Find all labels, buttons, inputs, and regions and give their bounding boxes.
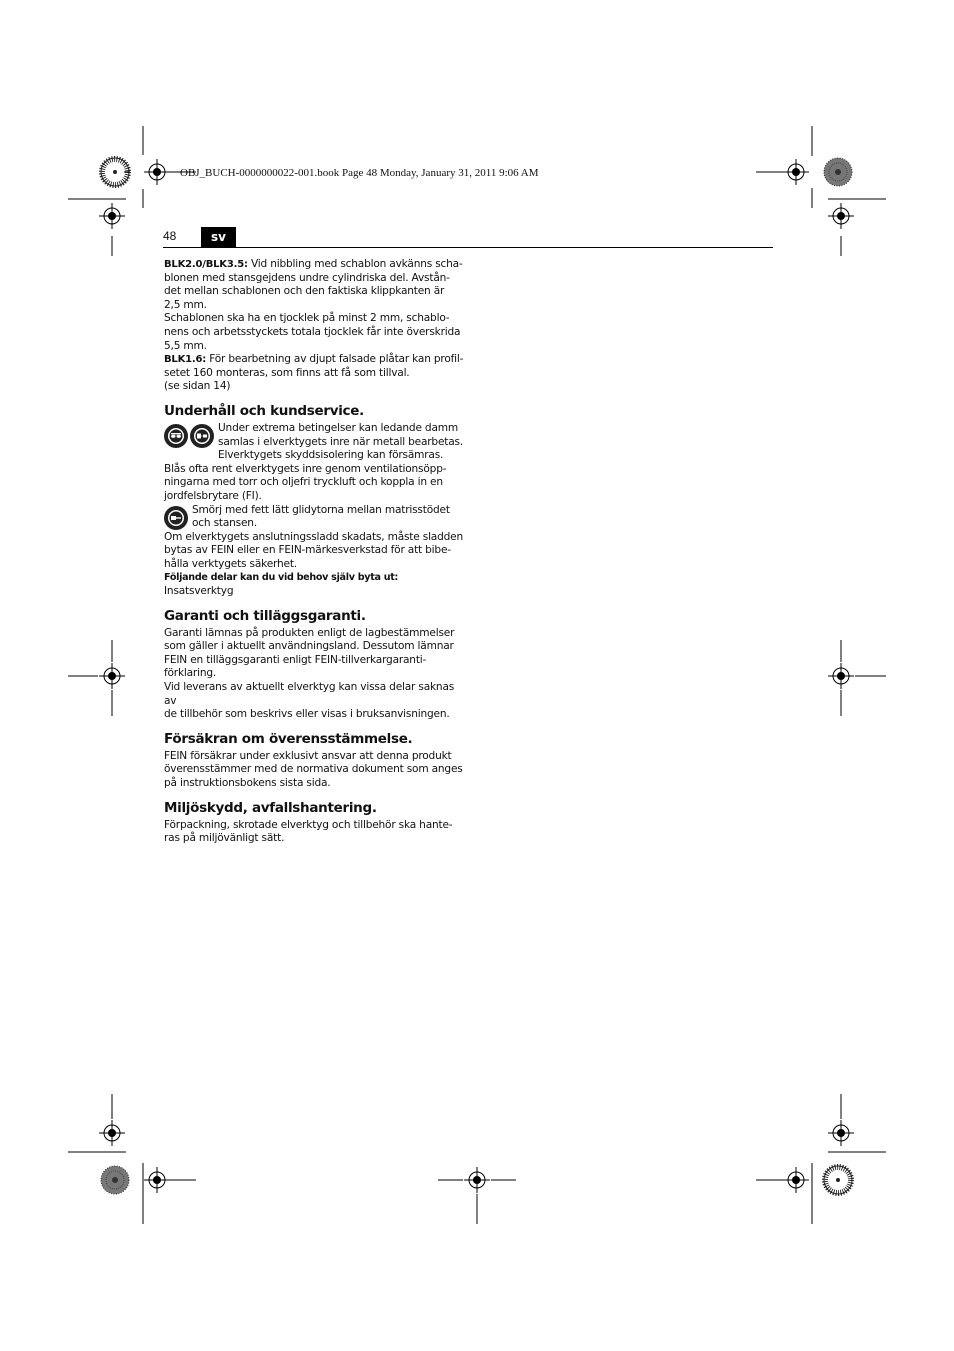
eye-protection-icon (164, 424, 188, 448)
paragraph-cable-damage: Om elverktygets anslutningssladd skadats, måste sladden bytas av FEIN eller en FEIN-märkesverkstad för att bibe- hålla verktygets säkerhet. (164, 530, 463, 570)
language-tab: sv (201, 227, 236, 247)
paragraph-warranty: Garanti lämnas på produkten enligt de lagbestämmelser som gäller i aktuellt användningsland. Dessutom lämnar FEIN en tilläggsgaranti enligt FEIN-tillverkargaranti- förklaring. (164, 626, 455, 680)
unplug-icon (190, 424, 214, 448)
top-right-rosette (824, 158, 852, 186)
page-number: 48 (163, 229, 177, 243)
bottom-left-rosette (101, 1166, 129, 1194)
bottom-right-rosette (824, 1166, 852, 1194)
paragraph-delivery: Vid leverans av aktuellt elverktyg kan vissa delar saknas av de tillbehör som beskrivs eller visas i bruksanvisningen. (164, 681, 455, 721)
heading-warranty: Garanti och tilläggsgaranti. (164, 607, 366, 624)
warning-conductive-dust: Under extrema betingelser kan ledande damm samlas i elverktygets inre när metall bearbetas. Elverktygets skyddsisolering kan försämras. (164, 422, 464, 463)
grease-icon (164, 506, 188, 530)
model-label: BLK1.6: (164, 354, 207, 366)
heading-maintenance: Underhåll och kundservice. (164, 402, 364, 419)
header-rule (163, 247, 773, 248)
paragraph-conformity: FEIN försäkrar under exklusivt ansvar att denna produkt överensstämmer med de normativa dokument som anges på instruktionsbokens sista sida. (164, 749, 463, 789)
model-label: BLK2.0/BLK3.5: (164, 259, 248, 270)
paragraph-blk16: BLK1.6: För bearbetning av djupt falsade plåtar kan profil- setet 160 monteras, som finns att få som tillval. (se sidan 14) (164, 353, 464, 393)
book-info-line: OBJ_BUCH-0000000022-001.book Page 48 Monday, January 31, 2011 9:06 AM (180, 167, 539, 179)
paragraph-blk2-blk3: BLK2.0/BLK3.5: Vid nibbling med schablon avkänns scha- blonen med stansgejdens undre cylindriska del. Avstån- det mellan schablonen och den faktiska klippkanten är 2,5 mm. (164, 258, 463, 311)
grease-instruction: Smörj med fett lätt glidytorna mellan matrisstödet och stansen. (164, 504, 464, 531)
replaceable-parts-item: Insatsverktyg (164, 585, 234, 598)
paragraph-template-thickness: Schablonen ska ha en tjocklek på minst 2 mm, schablo- nens och arbetsstyckets totala tjocklek får inte överskrida 5,5 mm. (164, 312, 461, 352)
paragraph-blow-clean: Blås ofta rent elverktygets inre genom ventilationsöpp- ningarna med torr och oljefri tryckluft och koppla in en jordfelsbrytare (FI). (164, 462, 447, 502)
text-column (164, 258, 464, 846)
heading-environment: Miljöskydd, avfallshantering. (164, 799, 377, 816)
replaceable-parts-label: Följande delar kan du vid behov själv byta ut: (164, 572, 399, 584)
heading-conformity: Försäkran om överensstämmelse. (164, 730, 413, 747)
paragraph-environment: Förpackning, skrotade elverktyg och tillbehör ska hante- ras på miljövänligt sätt. (164, 818, 453, 845)
